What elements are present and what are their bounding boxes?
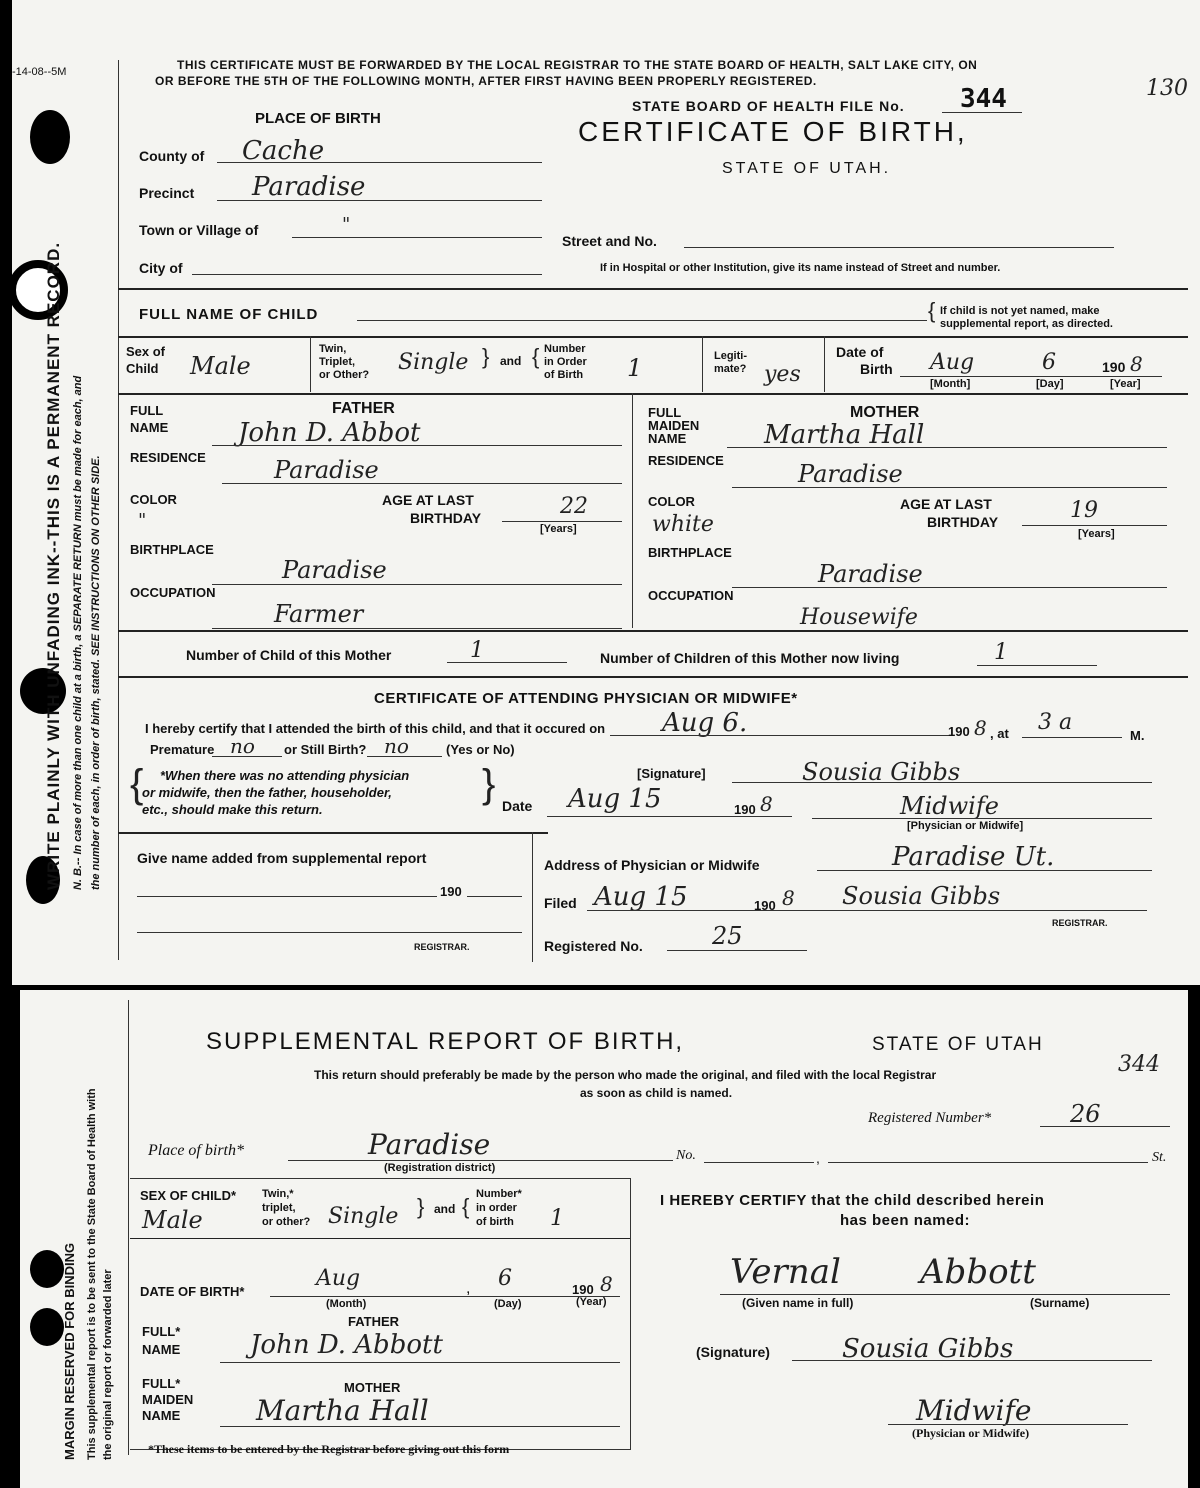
physician-signature: Sousia Gibbs: [802, 758, 961, 786]
supplemental-report: MARGIN RESERVED FOR BINDING This supplemental report is to be sent to the State Board of Health with the original report or forwarded later SUPPLEMENTAL REPORT OF BIRTH, STATE OF UTAH This return should preferably be made by the person who made the original, and filed with the local Registrar as soon as child is named. 344 Registered Number* 26 Place of birth* Paradise (Registration district) No. , St. SEX OF CHILD* Male Twin,* triplet, or other? Single } and { Number* in order of birth 1 DATE OF BIRTH* Aug , 6 190 8 (Month) (Day) (Year) FATHER FULL* NAME John D. Abbott MOTHER FULL* MAIDEN NAME Martha Hall *These items to be entered by the Registrar before giving out this form I HEREBY CERTIFY that the child described herein has been named: Vernal Abbott (Given name in full) (Surname) (Signature) Sousia Gibbs Midwife (Physician or Midwife): [20, 990, 1188, 1488]
notice-text: THIS CERTIFICATE MUST BE FORWARDED BY THE LOCAL REGISTRAR TO THE STATE BOARD OF HEALTH, SALT LAKE CITY, ON: [177, 58, 978, 72]
supplemental-corner-note: 344: [1118, 1052, 1160, 1077]
county-label: County of: [139, 148, 205, 164]
signed-date: Aug 15: [568, 784, 662, 814]
precinct-value: Paradise: [252, 172, 366, 202]
file-number-value: 344: [960, 84, 1007, 114]
street-label: Street and No.: [562, 233, 657, 249]
supplemental-registered-number: 26: [1070, 1100, 1101, 1128]
mother-residence: Paradise: [798, 460, 903, 488]
hospital-note: If in Hospital or other Institution, give its name instead of Street and number.: [600, 262, 1001, 274]
certificate-subtitle: STATE OF UTAH.: [722, 160, 892, 177]
left-border: [118, 60, 119, 960]
father-occupation: Farmer: [274, 600, 364, 628]
still-birth-value: no: [384, 734, 409, 758]
place-of-birth-heading: PLACE OF BIRTH: [255, 110, 381, 127]
county-value: Cache: [242, 136, 325, 166]
registered-number: 25: [712, 922, 743, 950]
supplemental-dob-month: Aug: [316, 1266, 361, 1291]
dob-month: Aug: [930, 350, 975, 375]
father-name: John D. Abbot: [238, 418, 421, 448]
twin-value: Single: [398, 350, 469, 375]
dob-year: 8: [1130, 352, 1143, 376]
mother-age: 19: [1070, 498, 1098, 523]
side-instruction: WRITE PLAINLY WITH UNFADING INK--THIS IS A PERMANENT RECORD.: [44, 241, 63, 890]
punch-hole: [30, 1308, 64, 1346]
not-named-note: If child is not yet named, make: [940, 305, 1100, 317]
certificate-title: CERTIFICATE OF BIRTH,: [578, 116, 968, 147]
num-child-value: 1: [470, 638, 484, 663]
file-number-label: STATE BOARD OF HEALTH FILE No.: [632, 98, 905, 114]
physician-address: Paradise Ut.: [892, 842, 1055, 872]
legitimate-value: yes: [764, 362, 801, 387]
mother-birthplace: Paradise: [818, 560, 923, 588]
mother-occupation: Housewife: [800, 605, 918, 630]
side-note: N. B.-- In case of more than one child at a birth, a SEPARATE RETURN must be made for each, and: [72, 375, 84, 890]
supplemental-side-note: This supplemental report is to be sent to the State Board of Health with: [86, 1088, 98, 1460]
corner-note: 130: [1146, 76, 1188, 101]
father-heading: FATHER: [332, 400, 395, 417]
punch-hole: [30, 110, 70, 164]
father-age: 22: [560, 494, 588, 519]
supplemental-twin-value: Single: [328, 1204, 399, 1229]
dob-day: 6: [1042, 350, 1056, 375]
supplemental-signature: Sousia Gibbs: [842, 1334, 1014, 1364]
premature-value: no: [230, 734, 255, 758]
not-named-note: supplemental report, as directed.: [940, 318, 1113, 330]
num-living-value: 1: [994, 640, 1008, 665]
full-name-child-label: FULL NAME OF CHILD: [139, 306, 319, 323]
mother-heading: MOTHER: [850, 404, 920, 421]
father-residence: Paradise: [274, 456, 379, 484]
supplemental-state: STATE OF UTAH: [872, 1034, 1044, 1055]
supplemental-side-note: the original report or forwarded later: [102, 1269, 114, 1460]
filed-date: Aug 15: [594, 882, 688, 912]
supplemental-father-name: John D. Abbott: [250, 1330, 443, 1360]
side-note: the number of each, in order of birth, stated. SEE INSTRUCTIONS ON OTHER SIDE.: [90, 455, 102, 890]
city-label: City of: [139, 260, 183, 276]
sex-label: Sex of: [126, 344, 166, 359]
child-given-name: Vernal: [730, 1252, 841, 1292]
notice-text: OR BEFORE THE 5TH OF THE FOLLOWING MONTH, AFTER FIRST HAVING BEEN PROPERLY REGISTERED.: [155, 74, 817, 88]
child-surname: Abbott: [920, 1252, 1036, 1292]
supplemental-mother-name: Martha Hall: [256, 1394, 429, 1427]
sex-label: Child: [126, 361, 159, 376]
supplemental-footnote: *These items to be entered by the Registrar before giving out this form: [148, 1442, 510, 1456]
form-number: -14-08--5M: [12, 66, 67, 78]
registrar-signature: Sousia Gibbs: [842, 882, 1001, 910]
birth-certificate: -14-08--5M WRITE PLAINLY WITH UNFADING INK--THIS IS A PERMANENT RECORD. N. B.-- In case of more than one child at a birth, a SEPARATE RETURN must be made for each, and the number of each, in order of birth, stated. SEE INSTRUCTIONS ON OTHER SIDE. THIS CERTIFICATE MUST BE FORWARDED BY THE LOCAL REGISTRAR TO THE STATE BOARD OF HEALTH, SALT LAKE CITY, ON OR BEFORE THE 5TH OF THE FOLLOWING MONTH, AFTER FIRST HAVING BEEN PROPERLY REGISTERED. STATE BOARD OF HEALTH FILE No. 344 130 CERTIFICATE OF BIRTH, STATE OF UTAH. PLACE OF BIRTH County of Cache Precinct Paradise Town or Village of " City of Street and No. If in Hospital or other Institution, give its name instead of Street and number. FULL NAME OF CHILD { If child is not yet named, make supplemental report, as directed. Sex of Child Male Twin, Triplet, or Other? Single } and { Number in Order of Birth 1 Legiti- mate? yes Date of Birth Aug 6 190 8 [Month] [Day] [Year] FATHER FULL NAME John D. Abbot RESIDENCE Paradise COLOR " AGE AT LAST BIRTHDAY 22 [Years] BIRTHPLACE Paradise OCCUPATION Farmer MOTHER FULL MAIDEN NAME Martha Hall RESIDENCE Paradise COLOR white AGE AT LAST BIRTHDAY 19 [Years] BIRTHPLACE Paradise OCCUPATION Housewife Number of Child of this Mother 1 Number of Children of this Mother now living 1 CERTIFICATE OF ATTENDING PHYSICIAN OR MIDWIFE* I hereby certify that I attended the birth of this child, and that it occured on Aug 6. 190 8 , at 3 a M. Premature no or Still Birth? no (Yes or No) { *When there was no attending physician or midwife, then the father, householder, etc., should make this return. } [Signature] Sousia Gibbs Date Aug 15 190 8 Midwife [Physician or Midwife] Give name added from supplemental report 190 REGISTRAR. Address of Physician or Midwife Paradise Ut. Filed Aug 15 190 8 Sousia Gibbs REGISTRAR. Registered No. 25: [12, 0, 1200, 985]
mother-name: Martha Hall: [764, 420, 925, 450]
attended-date: Aug 6.: [662, 708, 748, 738]
physician-heading: CERTIFICATE OF ATTENDING PHYSICIAN OR MIDWIFE*: [374, 690, 798, 707]
precinct-label: Precinct: [139, 185, 195, 201]
father-color: ": [138, 510, 147, 531]
attended-time: 3 a: [1038, 710, 1073, 735]
town-value: ": [342, 214, 351, 235]
supplemental-title: Midwife: [916, 1394, 1032, 1427]
mother-color: white: [652, 512, 714, 537]
sex-value: Male: [190, 352, 251, 380]
punch-hole: [30, 1250, 64, 1288]
father-birthplace: Paradise: [282, 556, 387, 584]
supplemental-place-value: Paradise: [368, 1128, 491, 1161]
supplemental-dob-day: 6: [498, 1266, 512, 1291]
physician-title: Midwife: [900, 792, 999, 820]
binding-margin-text: MARGIN RESERVED FOR BINDING: [62, 1242, 77, 1460]
order-value: 1: [627, 354, 643, 382]
supplemental-order-value: 1: [550, 1206, 564, 1231]
supplemental-sex-value: Male: [142, 1206, 203, 1234]
supplemental-title: SUPPLEMENTAL REPORT OF BIRTH,: [206, 1028, 685, 1055]
town-label: Town or Village of: [139, 222, 259, 238]
